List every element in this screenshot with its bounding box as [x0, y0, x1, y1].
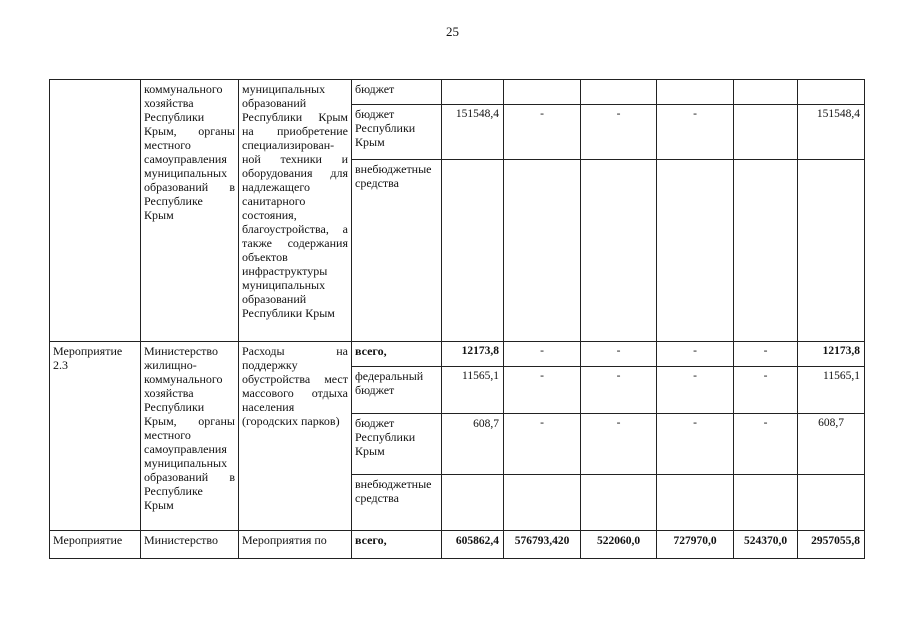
- value-cell: -: [581, 105, 657, 160]
- funding-source-cell: внебюджетные средства: [352, 160, 442, 342]
- value-cell: [504, 475, 581, 531]
- funding-source-cell: всего,: [352, 531, 442, 559]
- description-cell: Расходы на поддержку обустройства мест массового отдыха населения (городских парков): [239, 342, 352, 531]
- value-cell: [798, 475, 865, 531]
- budget-table: [49, 79, 865, 559]
- description-cell: муниципальных образований Республики Крым на приобретение специализирован-ной техники и оборудования для надлежащего санитарного состояния, благоустройства, а также содержания объектов инфраструктуры муниципальных образований Республики Крым: [239, 80, 352, 342]
- value-cell: 576793,420: [504, 531, 581, 559]
- table-row: [50, 531, 865, 559]
- value-cell: [734, 105, 798, 160]
- value-cell: 151548,4: [798, 105, 865, 160]
- value-cell: [442, 80, 504, 105]
- executor-cell: коммунального хозяйства Республики Крым, органы местного самоуправления муниципальных образований в Республике Крым: [141, 80, 239, 342]
- value-cell: -: [504, 105, 581, 160]
- table-row: [50, 342, 865, 367]
- value-cell: [734, 80, 798, 105]
- value-cell: [734, 160, 798, 342]
- funding-source-cell: внебюджетные средства: [352, 475, 442, 531]
- value-cell: [581, 475, 657, 531]
- executor-cell: Министерство: [141, 531, 239, 559]
- value-cell: 608,7: [798, 414, 865, 475]
- value-cell: [798, 160, 865, 342]
- value-cell: [442, 160, 504, 342]
- value-cell: [504, 80, 581, 105]
- value-cell: 151548,4: [442, 105, 504, 160]
- value-cell: 12173,8: [798, 342, 865, 367]
- value-cell: -: [504, 342, 581, 367]
- value-cell: 522060,0: [581, 531, 657, 559]
- funding-source-cell: федеральный бюджет: [352, 367, 442, 414]
- value-cell: -: [504, 367, 581, 414]
- value-cell: -: [734, 414, 798, 475]
- value-cell: -: [504, 414, 581, 475]
- value-cell: 727970,0: [657, 531, 734, 559]
- page-number: 25: [446, 24, 459, 39]
- executor-cell: Министерство жилищно-коммунального хозяйства Республики Крым, органы местного самоуправления муниципальных образований в Республике Крым: [141, 342, 239, 531]
- value-cell: [734, 475, 798, 531]
- table-row: [50, 80, 865, 105]
- value-cell: [657, 80, 734, 105]
- value-cell: [442, 475, 504, 531]
- value-cell: [581, 80, 657, 105]
- value-cell: -: [581, 414, 657, 475]
- value-cell: -: [734, 367, 798, 414]
- value-cell: 2957055,8: [798, 531, 865, 559]
- value-cell: 11565,1: [442, 367, 504, 414]
- value-cell: -: [657, 367, 734, 414]
- funding-source-cell: бюджет Республики Крым: [352, 105, 442, 160]
- value-cell: [504, 160, 581, 342]
- measure-cell: [50, 80, 141, 342]
- value-cell: -: [657, 414, 734, 475]
- description-cell: Мероприятия по: [239, 531, 352, 559]
- value-cell: [657, 160, 734, 342]
- value-cell: 12173,8: [442, 342, 504, 367]
- funding-source-cell: бюджет Республики Крым: [352, 414, 442, 475]
- value-cell: -: [581, 367, 657, 414]
- value-cell: -: [581, 342, 657, 367]
- value-cell: -: [657, 105, 734, 160]
- value-cell: -: [657, 342, 734, 367]
- value-cell: 608,7: [442, 414, 504, 475]
- measure-cell: Мероприятие 2.3: [50, 342, 141, 531]
- value-cell: 524370,0: [734, 531, 798, 559]
- value-cell: 11565,1: [798, 367, 865, 414]
- value-cell: [798, 80, 865, 105]
- value-cell: [581, 160, 657, 342]
- value-cell: -: [734, 342, 798, 367]
- value-cell: [657, 475, 734, 531]
- value-cell: 605862,4: [442, 531, 504, 559]
- funding-source-cell: бюджет: [352, 80, 442, 105]
- measure-cell: Мероприятие: [50, 531, 141, 559]
- funding-source-cell: всего,: [352, 342, 442, 367]
